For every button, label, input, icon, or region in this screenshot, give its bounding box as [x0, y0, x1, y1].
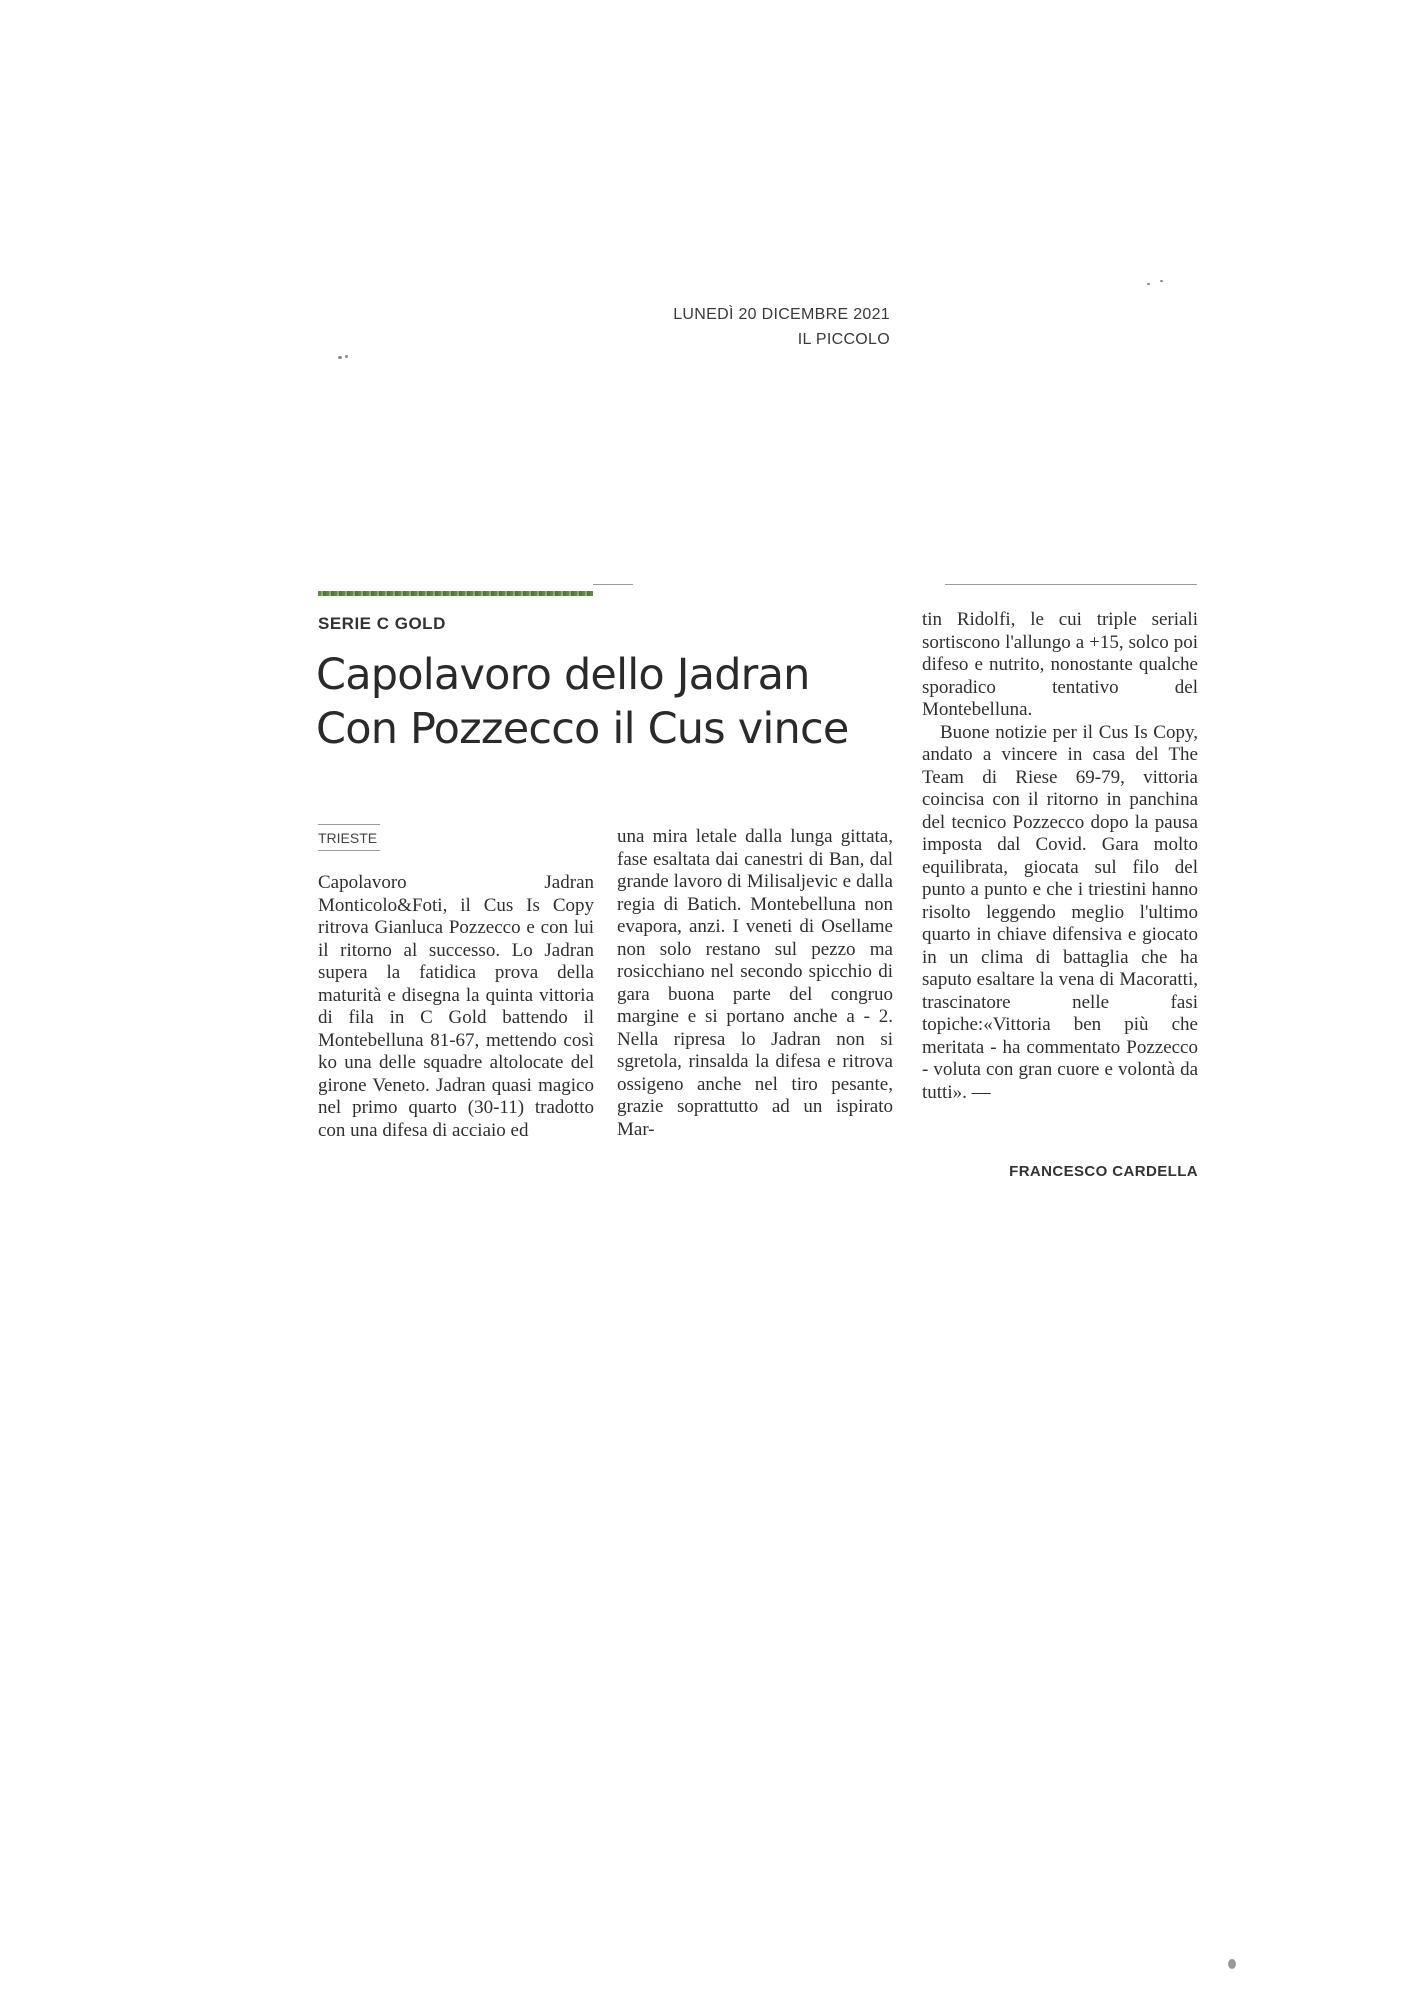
byline: FRANCESCO CARDELLA [1009, 1163, 1198, 1180]
article-column-2 [617, 826, 893, 1141]
section-rule-green [318, 591, 593, 596]
article-paragraph: Capolavoro Jadran Monticolo&Foti, il Cus Is Copy ritrova Gianluca Pozzecco e con lui il ritorno al successo. Lo Jadran supera la fatidica prova della maturità e disegna la quinta vittoria di fila in C Gold battendo il Montebelluna 81-67, mettendo così ko una delle squadre altolocate del girone Veneto. Jadran quasi magico nel primo quarto (30-11) tradotto con una difesa di acciaio ed [318, 872, 594, 1141]
headline [316, 648, 916, 756]
section-rule-gray [593, 584, 633, 585]
column-rule-top [945, 584, 1197, 585]
article-paragraph: tin Ridolfi, le cui triple seriali sortiscono l'allungo a +15, solco poi difeso e nutrito, nonostante qualche sporadico tentativo del Montebelluna. [922, 609, 1198, 720]
section-label: SERIE C GOLD [318, 614, 446, 633]
scan-speck [345, 355, 348, 358]
article-column-1 [318, 872, 594, 1142]
article-paragraph: Buone notizie per il Cus Is Copy, andato a vincere in casa del The Team di Riese 69-79, vittoria coincisa con il ritorno in panchina del tecnico Pozzecco dopo la pausa imposta dal Covid. Gara molto equilibrata, giocata sul filo del punto a punto e che i triestini hanno risolto leggendo meglio l'ultimo quarto in chiave difensiva e giocato in un clima di battaglia che ha saputo esaltare la vena di Macoratti, trascinatore nelle fasi topiche:«Vittoria ben più che meritata - ha commentato Pozzecco - voluta con gran cuore e volontà da tutti». — [922, 721, 1198, 1103]
dateline: TRIESTE [318, 830, 378, 846]
article-paragraph: una mira letale dalla lunga gittata, fase esaltata dai canestri di Ban, dal grande lavoro di Milisaljevic e dalla regia di Batich. Montebelluna non evapora, anzi. I veneti di Osellame non solo restano sul pezzo ma rosicchiano nel secondo spicchio di gara buona parte del congruo margine e si portano anche a - 2. Nella ripresa lo Jadran non si sgretola, rinsalda la difesa e ritrova ossigeno anche nel tiro pesante, grazie soprattutto ad un ispirato Mar- [617, 826, 893, 1140]
page-header [600, 302, 890, 352]
scan-speck [1147, 283, 1150, 285]
scan-speck [1160, 280, 1163, 282]
dateline-rule-bottom [318, 850, 380, 851]
scan-speck [338, 356, 342, 359]
newspaper-name: IL PICCOLO [797, 331, 890, 348]
scan-speck [1228, 1959, 1236, 1969]
issue-date: LUNEDÌ 20 DICEMBRE 2021 [673, 306, 890, 323]
headline-line-2: Con Pozzecco il Cus vince [316, 704, 849, 754]
article-column-3 [922, 609, 1198, 1104]
headline-line-1: Capolavoro dello Jadran [316, 650, 810, 700]
dateline-rule-top [318, 824, 380, 825]
